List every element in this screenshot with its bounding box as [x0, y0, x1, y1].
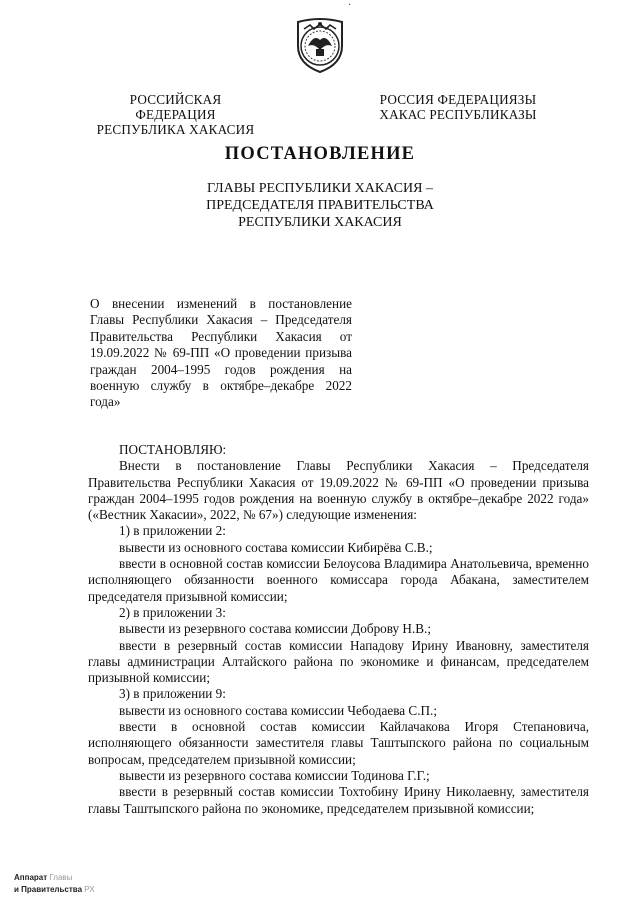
stamp-line-2-faded: РХ [84, 885, 95, 894]
header-right-line-2: ХАКАС РЕСПУБЛИКАЗЫ [379, 107, 537, 122]
body-paragraph: ввести в резервный состав комиссии Нападову Ирину Ивановну, заместителя главы администрации Алтайского района по экономике и финансам, председателем призывной комиссии; [88, 637, 589, 686]
body-paragraph: Внести в постановление Главы Республики Хакасия – Председателя Правительства Республики Хакасия от 19.09.2022 № 69-ПП «О проведении призыва граждан 2004–1995 годов рождения на военную службу в октябре–декабре 2022 года» («Вестник Хакасии», 2022, № 67») следующие изменения: [88, 458, 589, 523]
subtitle-line-3: РЕСПУБЛИКИ ХАКАСИЯ [238, 215, 402, 230]
body-paragraph: вывести из основного состава комиссии Чебодаева С.П.; [119, 702, 437, 718]
body-paragraph: ввести в основной состав комиссии Белоусова Владимира Анатольевича, временно исполняющего обязанности военного комиссара города Абакана, заместителем председателя призывной комиссии; [88, 556, 589, 604]
document-subject: О внесении изменений в постановление Главы Республики Хакасия – Председателя Правительства Республики Хакасия от 19.09.2022 № 69-ПП «О проведении призыва граждан 2004–1995 годов рождения на военную службу в октябре–декабре 2022 года» [90, 296, 352, 410]
header-left-line-1: РОССИЙСКАЯ ФЕДЕРАЦИЯ [129, 92, 222, 122]
body-paragraph: вывести из основного состава комиссии Кибирёва С.В.; [119, 539, 433, 555]
body-paragraph: ПОСТАНОВЛЯЮ: [119, 442, 227, 457]
body-paragraph: 3) в приложении 9: [119, 686, 226, 702]
stamp-line-2: и Правительства [14, 885, 83, 894]
scan-mark: · [348, 0, 352, 11]
header-left-line-2: РЕСПУБЛИКА ХАКАСИЯ [96, 122, 255, 137]
office-stamp [14, 872, 95, 896]
document-title: ПОСТАНОВЛЕНИЕ [224, 144, 416, 164]
subtitle-line-2: ПРЕДСЕДАТЕЛЯ ПРАВИТЕЛЬСТВА [206, 198, 434, 213]
coat-of-arms-icon [292, 16, 348, 74]
stamp-line-1: Аппарат [14, 873, 48, 882]
body-paragraph: вывести из резервного состава комиссии Доброву Н.В.; [119, 621, 432, 637]
body-paragraph: ввести в основной состав комиссии Кайлачакова Игоря Степановича, исполняющего обязанности заместителя главы Таштыпского района по социальным вопросам, председателем призывной комиссии; [88, 719, 589, 767]
body-paragraph: вывести из резервного состава комиссии Тодинова Г.Г.; [119, 767, 430, 783]
body-paragraph: 1) в приложении 2: [119, 523, 226, 539]
header-left [88, 92, 263, 137]
stamp-line-1-faded: Главы [49, 873, 73, 882]
subtitle-line-1: ГЛАВЫ РЕСПУБЛИКИ ХАКАСИЯ – [207, 181, 433, 196]
document-subtitle [160, 180, 480, 231]
document-body [88, 442, 589, 817]
header-right-line-1: РОССИЯ ФЕДЕРАЦИЯЗЫ [379, 92, 537, 107]
body-paragraph: 2) в приложении 3: [119, 604, 226, 620]
body-paragraph: ввести в резервный состав комиссии Тохтобину Ирину Николаевну, заместителя главы Таштыпского района по экономике, председателем призывной комиссии; [88, 784, 589, 816]
header-right [378, 92, 538, 122]
